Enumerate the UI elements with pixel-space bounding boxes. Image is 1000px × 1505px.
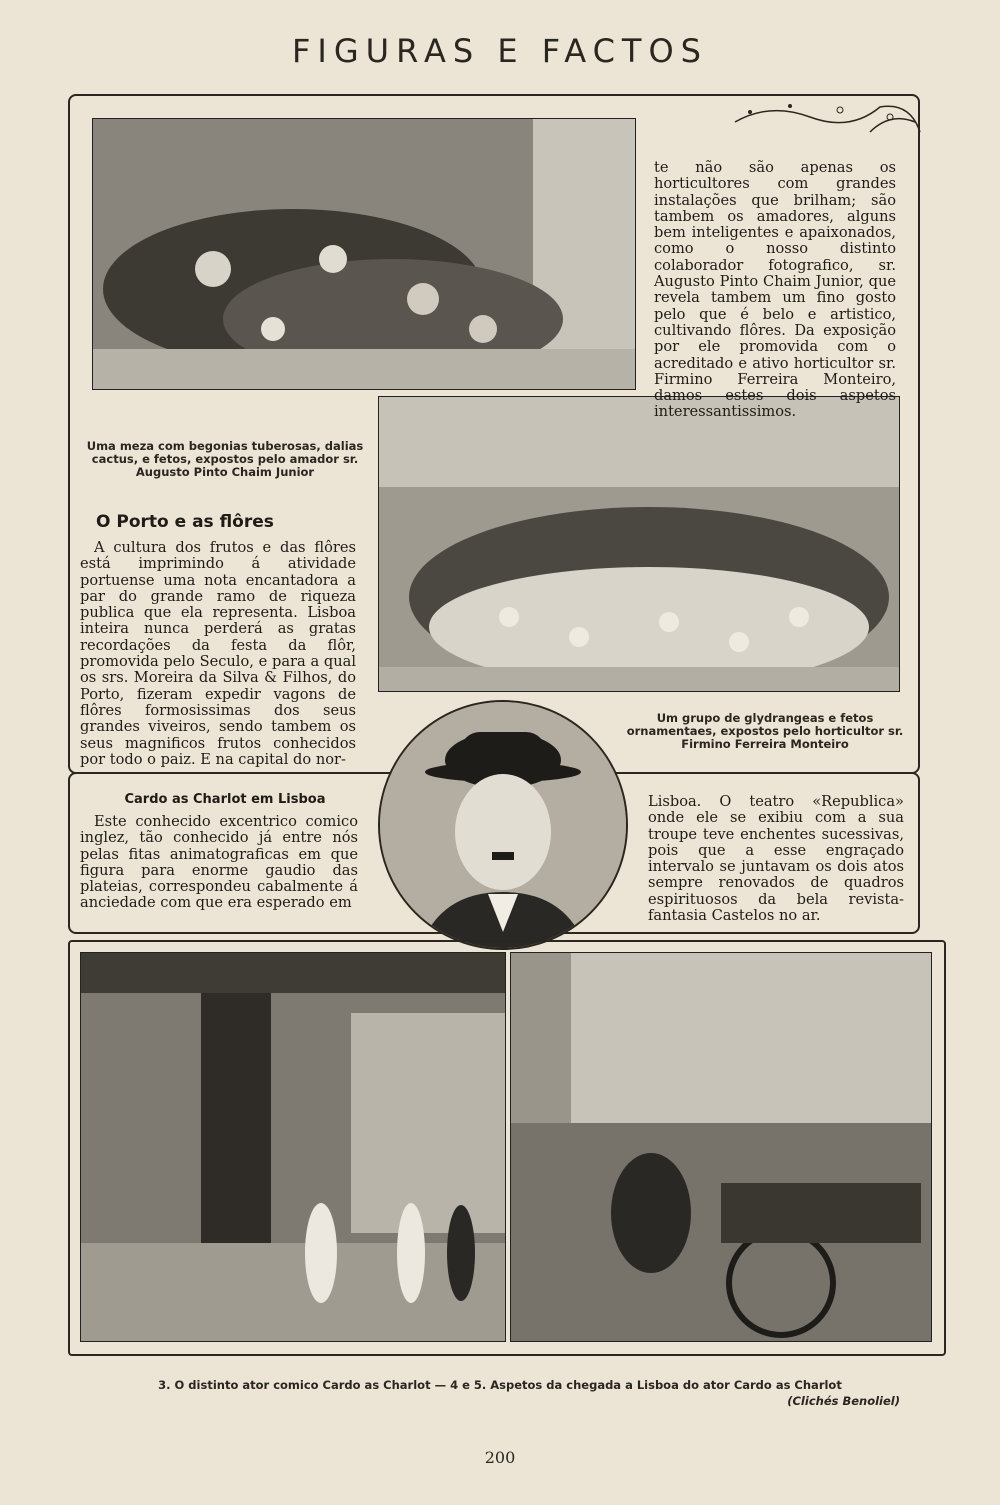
page-number: 200 [484,1448,516,1467]
corner-ornament [730,92,930,152]
article1-continuation: te não são apenas os horticultores com grandes instalações que brilham; são tambem os amadores, alguns bem inteligentes e apaixonados, como o nosso distinto colaborador fotografico, sr. Augusto Pinto Chaim Junior, que revela tambem um fino gosto pelo que é belo e artistico, cultivando flôres. Da exposição por ele promovida com o acreditado e ativo horticultor sr. Firmino Ferreira Monteiro, damos estes dois aspetos interessantissimos. [654,159,896,421]
caption-begonias: Uma meza com begonias tuberosas, dalias cactus, e fetos, expostos pelo amador sr. Augusto Pinto Chaim Junior [86,439,364,479]
article1-title: O Porto e as flôres [96,512,274,532]
photo-glydrangeas [378,396,900,692]
bottom-caption: 3. O distinto ator comico Cardo as Charlot — 4 e 5. Aspetos da chegada a Lisboa do ator Cardo as Charlot [158,1378,842,1392]
photo-arrival-carriage [510,952,932,1342]
article1-body: A cultura dos frutos e das flôres está imprimindo á atividade portuense uma nota encantadora a par do grande ramo de riqueza publica que ela representa. Lisboa inteira nunca perderá as gratas recordações da festa da flôr, promovida pelo Seculo, e para a qual os srs. Moreira da Silva & Filhos, do Porto, fizeram expedir vagons de flôres formosissimas dos seus grandes viveiros, sendo tambem os seus magnificos frutos conhecidos por todo o paiz. E na capital do nor- [80,539,356,768]
photo-credit: (Clichés Benoliel) [787,1394,900,1408]
photo-theatre-entrance [80,952,506,1342]
caption-glydrangeas: Um grupo de glydrangeas e fetos ornamentaes, expostos pelo horticultor sr. Firmino Ferreira Monteiro [626,711,904,751]
article2-title: Cardo as Charlot em Lisboa [124,792,326,807]
masthead-title: FIGURAS E FACTOS [292,32,708,70]
article2-body: Este conhecido excentrico comico inglez, tão conhecido já entre nós pelas fitas animatograficas em que figura para enorme gaudio das plateias, correspondeu cabalmente á anciedade com que era esperado em [80,813,358,912]
photo-begonias [92,118,636,390]
article2-continuation: Lisboa. O teatro «Republica» onde ele se exibiu com a sua troupe teve enchentes sucessivas, pois que a esse engraçado intervalo se juntavam os dois atos sempre renovados de quadros espirituosos da bela revista-fantasia Castelos no ar. [648,793,904,925]
portrait-charlot [378,700,628,950]
